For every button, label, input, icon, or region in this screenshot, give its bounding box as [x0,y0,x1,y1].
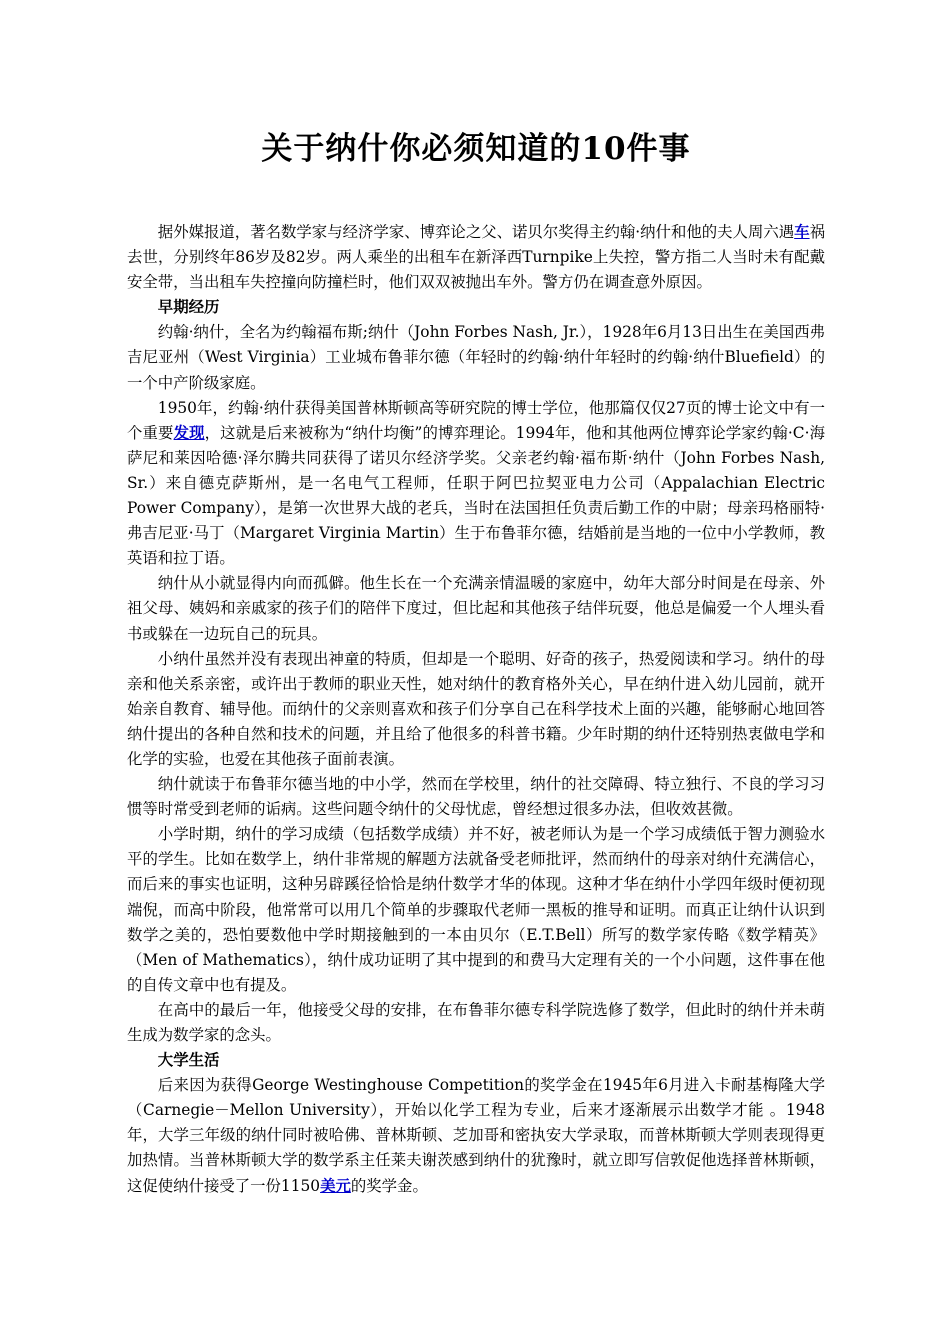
paragraph-birth: 约翰·纳什，全名为约翰福布斯;纳什（John Forbes Nash, Jr.），1928年6月13日出生在美国西弗吉尼亚州（West Virginia）工业城布鲁菲尔德（年轻时的约翰·纳什年轻时的约翰·纳什Bluefield）的一个中产阶级家庭。 [127,323,825,392]
paragraph-text: ，这就是后来被称为“纳什均衡”的博弈理论。1994年，他和其他两位博弈论学家约翰·C·海萨尼和莱因哈德·泽尔腾共同获得了诺贝尔经济学奖。父亲老约翰·福布斯·纳什（John Forbes Nash, Sr.）来自德克萨斯州，是一名电气工程师，任职于阿巴拉契亚电力公司（Appalachian Electric Power Company），是第一次世界大战的老兵，当时在法国担任负责后勤工作的中尉；母亲玛格丽特·弗吉尼亚·马丁（Margaret Virginia Martin）生于布鲁菲尔德，结婚前是当地的一位中小学教师，教英语和拉丁语。 [127,423,825,568]
car-link[interactable]: 车 [794,223,810,241]
section-heading-early-life: 早期经历 [157,298,220,317]
paragraph-doctorate [127,396,825,572]
dollar-link[interactable]: 美元 [320,1176,351,1195]
paragraph-university [127,1073,825,1198]
discovery-link[interactable]: 发现 [173,423,205,442]
document-page [127,122,825,1199]
paragraph-curiosity: 小纳什虽然并没有表现出神童的特质，但却是一个聪明、好奇的孩子，热爱阅读和学习。纳什的母亲和他关系亲密，或许出于教师的职业天性，她对纳什的教育格外关心，早在纳什进入幼儿园前，就开始亲自教育、辅导他。而纳什的父亲则喜欢和孩子们分享自己在科学技术上面的兴趣，能够耐心地回答纳什提出的各种自然和技术的问题，并且给了他很多的科普书籍。少年时期的纳什还特别热衷做电学和化学的实验，也爱在其他孩子面前表演。 [127,649,825,768]
paragraph-school: 纳什就读于布鲁菲尔德当地的中小学，然而在学校里，纳什的社交障碍、特立独行、不良的学习习惯等时常受到老师的诟病。这些问题令纳什的父母忧虑，曾经想过很多办法，但收效甚微。 [127,775,825,819]
paragraph-text: 据外媒报道，著名数学家与经济学家、博弈论之父、诺贝尔奖得主约翰·纳什和他的夫人周六遇 [157,223,795,241]
document-title: 关于纳什你必须知道的10件事 [261,131,691,167]
paragraph-math-talent: 小学时期，纳什的学习成绩（包括数学成绩）并不好，被老师认为是一个学习成绩低于智力测验水平的学生。比如在数学上，纳什非常规的解题方法就备受老师批评，然而纳什的母亲对纳什充满信心，而后来的事实也证明，这种另辟蹊径恰恰是纳什数学才华的体现。这种才华在纳什小学四年级时便初现端倪，而高中阶段，他常常可以用几个简单的步骤取代老师一黑板的推导和证明。而真正让纳什认识到数学之美的，恐怕要数他中学时期接触到的一本由贝尔（E.T.Bell）所写的数学家传略《数学精英》（Men of Mathematics），纳什成功证明了其中提到的和费马大定理有关的一个小问题，这件事在他的自传文章中也有提及。 [127,825,825,994]
paragraph-intro [127,220,825,295]
paragraph-text: 祸去世，分别终年86岁及82岁。两人乘坐的出租车在新泽西Turnpike上失控，警方指二人当时未有配戴安全带，当出租车失控撞向防撞栏时，他们双双被抛出车外。警方仍在调查意外原因。 [127,223,825,292]
paragraph-text: 后来因为获得George Westinghouse Competition的奖学金在1945年6月进入卡耐基梅隆大学（Carnegie－Mellon University），开始以化学工程为专业，后来才逐渐展示出数学才能 。1948年，大学三年级的纳什同时被哈佛、普林斯顿、芝加哥和密执安大学录取，而普林斯顿大学则表现得更加热情。当普林斯顿大学的数学系主任莱夫谢茨感到纳什的犹豫时，就立即写信敦促他选择普林斯顿，这促使纳什接受了一份1150 [127,1076,825,1195]
section-heading-college-life: 大学生活 [157,1051,220,1070]
paragraph-high-school: 在高中的最后一年，他接受父母的安排，在布鲁菲尔德专科学院选修了数学，但此时的纳什并未萌生成为数学家的念头。 [127,1000,825,1044]
paragraph-text: 的奖学金。 [350,1176,428,1195]
paragraph-text: 1950年，约翰·纳什获得美国普林斯顿高等研究院的博士学位，他那篇仅仅27页的博士论文中有一个重要 [127,398,825,442]
paragraph-childhood: 纳什从小就显得内向而孤僻。他生长在一个充满亲情温暖的家庭中，幼年大部分时间是在母亲、外祖父母、姨妈和亲戚家的孩子们的陪伴下度过，但比起和其他孩子结伴玩耍，他总是偏爱一个人埋头看书或躲在一边玩自己的玩具。 [127,574,825,643]
